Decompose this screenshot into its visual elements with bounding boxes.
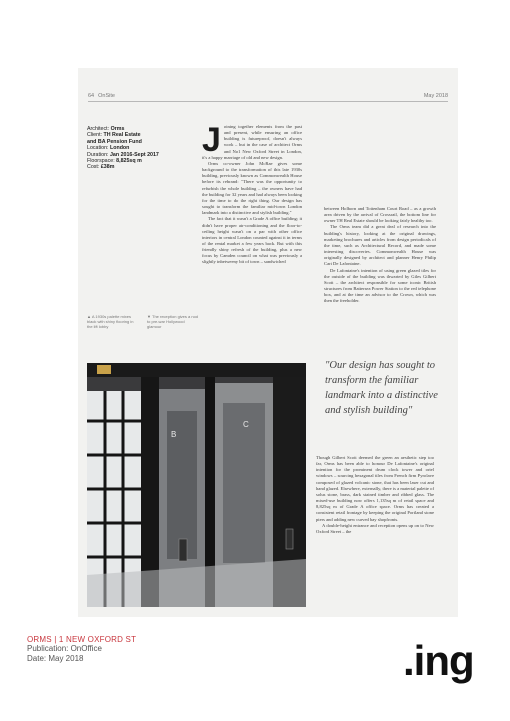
publication-date: Date: May 2018 [27,653,84,663]
fact-row: Architect: Orms [87,126,125,132]
article-paragraph: Joining together elements from the past and present, while ensuring an office building is futureproof, doesn't always work – but in the case of architect Orms and No1 New Oxford Street in London, it's a happy marriage of old and new design. [202,121,302,160]
fact-row: Cost: £38m [87,164,115,171]
article-column-3 [316,455,434,535]
section-name: OnSite [98,93,115,99]
lift-lobby-illustration [87,363,306,607]
publication-name: Publication: OnOffice [27,644,103,654]
lift-lobby-photo [87,363,306,607]
article-column-1 [202,121,302,266]
magazine-page [78,68,458,617]
fact-row: Duration: Jan 2016-Sept 2017 [87,151,159,158]
article-paragraph: Though Gilbert Scott deemed the green an aesthetic step too far, Orms has been able to honour De Lafontaine's original intention for the prominent drum clock tower and oriel windows – sourcing hexagonal tiles from French firm Pyrolave composed of glazed volcanic stone, that has been laser cut and hand glazed. Elsewhere, externally, there is a material palette of solus stone, brass, dark stained timber and ribbed glass. The mixed-use building now offers 1,135sq m of retail space and 8,825sq m of Grade A office space. Orms has created a consistent retail frontage by keeping the original Portland stone piers and adding new curved bay shopfronts. [316,455,434,522]
caption-reception: ▼ The reception gives a nod to pre-war Hollywood glamour [147,314,199,330]
ing-logo: .ing [403,637,474,684]
page-number: 64 [88,93,95,99]
fact-row: Client: TH Real Estate [87,132,141,139]
press-reference [27,635,136,663]
article-paragraph: The fact that it wasn't a Grade A office building; it didn't have proper air-conditioning and the floor-to-ceiling height wasn't on a par with other office interiors in central London counted against it in terms of the rental market a few years back. But with this friendly shiny refresh of the building, plus a new focus by Camden council on what was previously a slightly inbetweeny bit of town – sandwiched [202,216,302,265]
article-paragraph: The Orms team did a great deal of research into the building's history, looking at the original drawings, marketing brochures and articles from design periodicals of the time, such as Architectural Record, and made some interesting discoveries. Commonwealth House was originally designed by architect and planner Henry Philip Cart De Lafontaine. [324,224,436,267]
caption-lift-lobby: ▲ A 1930s palette mixes black with shiny flooring in the lift lobby [87,314,134,330]
project-facts [87,126,197,171]
drop-cap: J [202,121,221,159]
fact-row: Floorspace: 8,825sq m [87,158,142,165]
article-paragraph: De Lafontaine's intention of using green glazed tiles for the outside of the building was thwarted by Giles Gilbert Scott – the architect responsible for some iconic British structures from Battersea Power Station to the red telephone box, and at the time an advisor to the Crown, which was then the freeholder. [324,267,436,304]
lift-letter-b: B [171,430,177,439]
photo-captions [87,314,202,330]
article-paragraph: A double-height entrance and reception opens up on to New Oxford Street – the [316,522,434,534]
fact-row: Location: London [87,145,130,152]
project-title: ORMS | 1 NEW OXFORD ST [27,635,137,644]
page-header [88,90,448,102]
article-column-2 [324,206,436,305]
article-paragraph: between Holborn and Tottenham Court Road – as a growth area driven by the arrival of Crossrail, the bottom line for owner TH Real Estate should be looking fairly healthy too. [324,206,436,224]
fact-row: and BA Pension Fund [87,138,142,145]
article-paragraph: Orms co-owner John McRae gives some background to the transformation of this late 1930s building, previously known as Commonwealth House before its rebrand: "There was the opportunity to refurbish the whole building – the owners have had the building for 32 years and had always been looking for the time to do the right thing. Our design has sought to transform the familiar mid-town London landmark into a distinctive and stylish building." [202,160,302,216]
issue-date: May 2018 [423,93,448,99]
lift-letter-c: C [243,420,249,429]
pull-quote: "Our design has sought to transform the familiar landmark into a distinctive and stylish building" [325,360,438,416]
